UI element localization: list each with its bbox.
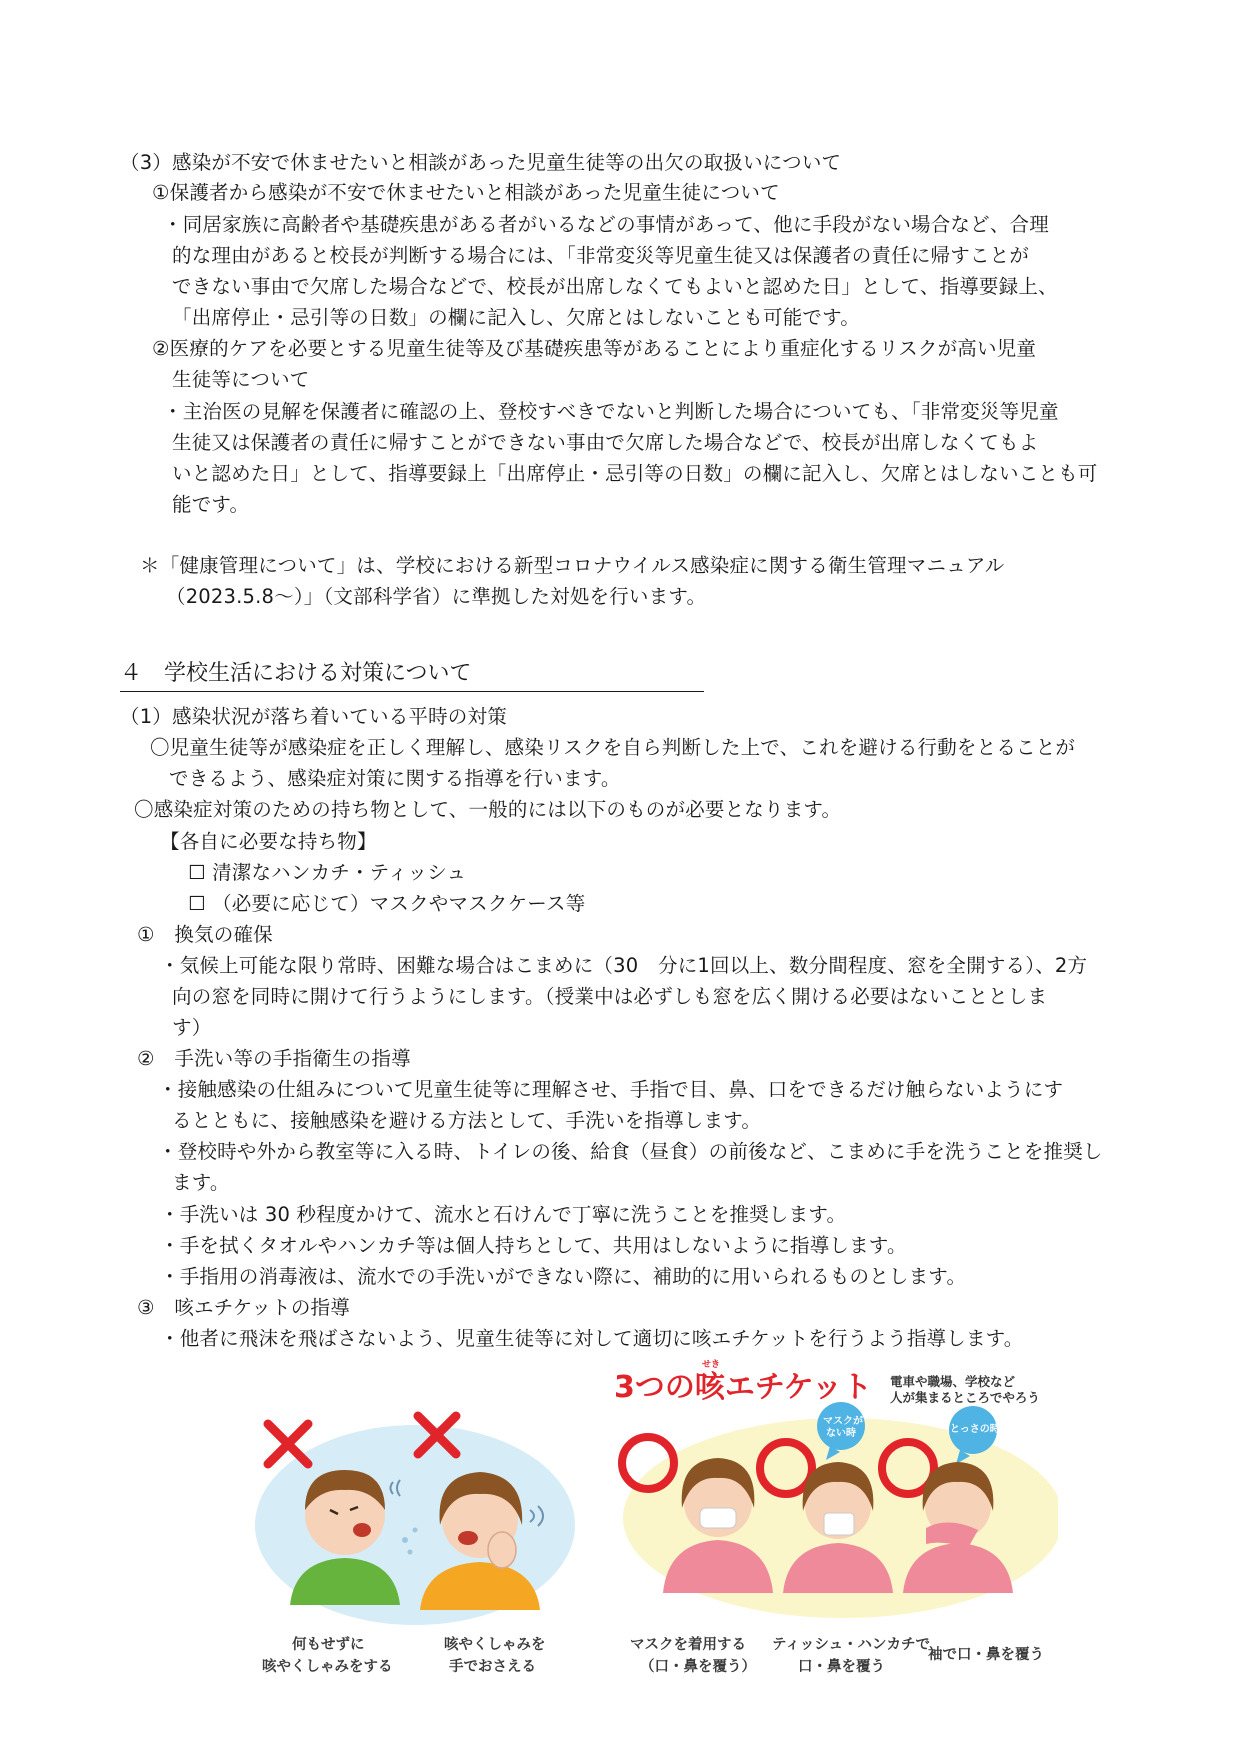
section3-sub1-line: 「出席停止・忌引等の日数」の欄に記入し、欠席とはしないことも可能です。 xyxy=(172,306,860,329)
heading-underline xyxy=(120,691,704,692)
bubble-text: ない時 xyxy=(826,1428,856,1439)
etiquette-title: 3つの咳エチケット xyxy=(614,1370,873,1405)
checklist-item: ☐ （必要に応じて）マスクやマスクケース等 xyxy=(188,892,586,915)
item2-line: るとともに、接触感染を避ける方法として、手洗いを指導します。 xyxy=(172,1109,762,1132)
item1-title: ① 換気の確保 xyxy=(137,923,273,946)
section3-sub2-line: 生徒又は保護者の責任に帰すことができない事由で欠席した場合などで、校長が出席しなくてもよ xyxy=(172,431,1039,454)
etiquette-subtitle: 人が集まるところでやろう xyxy=(890,1390,1040,1405)
caption-bad-2: 手でおさえる xyxy=(449,1659,536,1675)
item2-line: ・手洗いは 30 秒程度かけて、流水と石けんで丁寧に洗うことを推奨します。 xyxy=(160,1203,847,1226)
item3-line: ・他者に飛沫を飛ばさないよう、児童生徒等に対して適切に咳エチケットを行うよう指導します。 xyxy=(160,1327,1024,1350)
section3-note: ＊「健康管理について」は、学校における新型コロナウイルス感染症に関する衛生管理マニュアル xyxy=(140,554,1005,577)
section3-sub1-title: ①保護者から感染が不安で休ませたいと相談があった児童生徒について xyxy=(152,181,780,204)
section3-sub1-line: ・同居家族に高齢者や基礎疾患がある者がいるなどの事情があって、他に手段がない場合など、合理 xyxy=(163,213,1049,236)
section4-p1-title: （1）感染状況が落ち着いている平時の対策 xyxy=(120,705,507,728)
bubble-text: とっさの時 xyxy=(950,1424,1000,1435)
section3-sub2-line: 能です。 xyxy=(172,493,250,516)
item2-line: ます。 xyxy=(172,1171,230,1194)
item2-line: ・接触感染の仕組みについて児童生徒等に理解させ、手指で目、鼻、口をできるだけ触らないようにす xyxy=(158,1078,1064,1101)
section4-p1-line: できるよう、感染症対策に関する指導を行います。 xyxy=(169,767,621,790)
item2-line: ・登校時や外から教室等に入る時、トイレの後、給食（昼食）の前後など、こまめに手を洗うことを推奨し xyxy=(158,1140,1103,1163)
good-examples-illustration xyxy=(608,1368,1058,1630)
item3-title: ③ 咳エチケットの指導 xyxy=(137,1296,350,1319)
etiquette-title-ruby: せき xyxy=(702,1360,721,1370)
section4-p1-line: 〇感染症対策のための持ち物として、一般的には以下のものが必要となります。 xyxy=(134,798,842,821)
section3-sub2-line: ・主治医の見解を保護者に確認の上、登校すべきでないと判断した場合についても、「非常変災等児童 xyxy=(163,400,1059,423)
items-label: 【各自に必要な持ち物】 xyxy=(160,830,377,853)
section4-p1-line: 〇児童生徒等が感染症を正しく理解し、感染リスクを自ら判断した上で、これを避ける行動をとることが xyxy=(150,736,1076,759)
item1-line: す） xyxy=(172,1016,212,1039)
etiquette-subtitle: 電車や職場、学校など xyxy=(890,1374,1016,1389)
caption-bad-1: 何もせずに xyxy=(292,1637,365,1653)
bad-examples-illustration xyxy=(250,1410,580,1630)
section4-heading: ４ 学校生活における対策について xyxy=(120,661,472,686)
section3-sub2-line: いと認めた日」として、指導要録上「出席停止・忌引等の日数」の欄に記入し、欠席とはしないことも可 xyxy=(172,462,1098,485)
cross-icon xyxy=(268,1424,308,1464)
item2-line: ・手を拭くタオルやハンカチ等は個人持ちとして、共用はしないように指導します。 xyxy=(160,1234,907,1257)
item1-line: 向の窓を同時に開けて行うようにします。（授業中は必ずしも窓を広く開ける必要はないこととしま xyxy=(172,985,1048,1008)
caption-bad-1: 咳やくしゃみをする xyxy=(262,1659,393,1675)
section3-title: （3）感染が不安で休ませたいと相談があった児童生徒等の出欠の取扱いについて xyxy=(120,151,842,174)
caption-good-3: 袖で口・鼻を覆う xyxy=(928,1647,1044,1663)
caption-good-1: （口・鼻を覆う） xyxy=(640,1659,756,1675)
caption-good-2: 口・鼻を覆う xyxy=(798,1659,885,1675)
section3-note: （2023.5.8～）」（文部科学省）に準拠した対処を行います。 xyxy=(166,585,707,608)
checklist-item: ☐ 清潔なハンカチ・ティッシュ xyxy=(188,861,467,884)
bubble-text: マスクが xyxy=(823,1416,863,1427)
item2-line: ・手指用の消毒液は、流水での手洗いができない際に、補助的に用いられるものとします。 xyxy=(160,1265,967,1288)
section3-sub1-line: できない事由で欠席した場合などで、校長が出席しなくてもよいと認めた日」として、指導要録上、 xyxy=(172,275,1058,298)
section3-sub1-line: 的な理由があると校長が判断する場合には、「非常変災等児童生徒又は保護者の責任に帰すことが xyxy=(172,244,1030,267)
item2-title: ② 手洗い等の手指衛生の指導 xyxy=(137,1047,411,1070)
caption-bad-2: 咳やくしゃみを xyxy=(444,1637,546,1653)
caption-good-2: ティッシュ・ハンカチで xyxy=(772,1637,931,1653)
section3-sub2-title: 生徒等について xyxy=(172,368,310,391)
item1-line: ・気候上可能な限り常時、困難な場合はこまめに（30 分に1回以上、数分間程度、窓を全開する）、2方 xyxy=(160,954,1088,977)
section3-sub2-title: ②医療的ケアを必要とする児童生徒等及び基礎疾患等があることにより重症化するリスクが高い児童 xyxy=(152,337,1037,360)
caption-good-1: マスクを着用する xyxy=(630,1637,746,1653)
